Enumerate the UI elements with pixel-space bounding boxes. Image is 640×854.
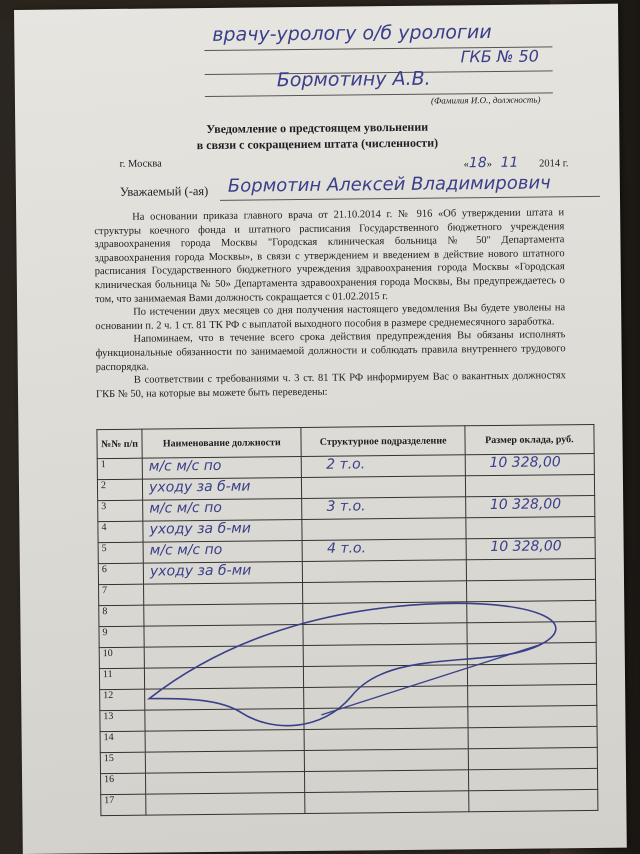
row-salary: 10 328,00 (465, 495, 594, 517)
row-position: уходу за б-ми (143, 562, 303, 585)
header-number: №№ п/п (97, 429, 142, 458)
place: г. Москва (119, 158, 162, 170)
row-number: 14 (100, 731, 145, 752)
header-position: Наименование должности (142, 428, 302, 459)
document-page (14, 4, 627, 854)
row-salary: 10 328,00 (466, 537, 595, 559)
row-number: 5 (98, 542, 143, 563)
document-title-line1: Уведомление о предстоящем увольнении (206, 119, 429, 136)
paragraph: Напоминаем, что в течение всего срока действия предупреждения Вы обязаны исполнять функциональные обязанности по занимаемой должности и соблюдать правила внутреннего трудового распорядка. (95, 329, 566, 373)
row-position: уходу за б-ми (143, 520, 303, 543)
row-number: 15 (100, 752, 145, 773)
strike-through-scribble (14, 4, 627, 854)
row-number: 11 (99, 668, 144, 689)
row-salary: 10 328,00 (465, 453, 594, 475)
paragraph: В соответствии с требованиями ч. 3 ст. 81 ТК РФ информируем Вас о вакантных должностях ГКБ № 50, на которые вы можете быть переведены: (95, 370, 566, 400)
row-number: 10 (99, 647, 144, 668)
row-number: 3 (98, 500, 143, 521)
date-year: 2014 г. (538, 158, 569, 170)
row-number: 9 (99, 626, 144, 647)
row-position: м/с м/с по (142, 457, 302, 480)
date-quote-open: « (463, 159, 469, 171)
row-position: м/с м/с по (143, 541, 303, 564)
recipient-caption: (Фамилия И.О., должность) (430, 94, 541, 106)
row-number: 8 (99, 605, 144, 626)
date-month: 11 (500, 154, 519, 171)
row-number: 17 (101, 794, 146, 815)
recipient-hospital: ГКБ № 50 (460, 46, 540, 67)
row-number: 2 (97, 479, 142, 500)
row-number: 16 (101, 773, 146, 794)
row-number: 7 (99, 584, 144, 605)
row-number: 1 (97, 458, 142, 479)
header-department: Структурное подразделение (301, 426, 465, 457)
greeting-name: Бормотин Алексей Владимирович (227, 172, 551, 197)
recipient-position: врачу-урологу о/б урологии (212, 21, 492, 46)
paragraph: По истечении двух месяцев со дня получения настоящего уведомления Вы будете уволены на основании п. 2 ч. 1 ст. 81 ТК РФ с выплатой выходного пособия в размере среднемесячного заработка. (95, 302, 566, 332)
row-position: уходу за б-ми (142, 478, 302, 501)
row-department: 2 т.о. (302, 455, 466, 478)
recipient-name: Бормотину А.В. (276, 67, 431, 92)
row-number: 6 (98, 563, 143, 584)
row-number: 12 (100, 689, 145, 710)
date-day: 18 (468, 155, 487, 172)
row-number: 4 (98, 521, 143, 542)
date-quote-close: » (486, 159, 493, 171)
row-number: 13 (100, 710, 145, 731)
document-title-line2: в связи с сокращением штата (численности) (196, 135, 439, 153)
row-department: 3 т.о. (302, 497, 466, 520)
paragraph: На основании приказа главного врача от 21.10.2014 г. № 916 «Об утверждении штата и структуры коечного фонда и штатного расписания Государственного бюджетного учреждения здравоохранения города Москвы "Городская клиническая больница № 50" Департамента здравоохранения города Москвы», в связи с утверждением и введением в действие нового штатного расписания Государственного бюджетного учреждения здравоохранения города Москвы «Городская клиническая больница № 50» Департамента здравоохранения города Москвы, Вы предупреждаетесь о том, что занимаемая Вами должность сокращается с 01.02.2015 г. (94, 207, 565, 305)
row-position: м/с м/с по (143, 499, 303, 522)
row-department: 4 т.о. (302, 539, 466, 562)
greeting-label: Уважаемый (-ая) (119, 183, 209, 199)
header-salary: Размер оклада, руб. (465, 424, 595, 454)
